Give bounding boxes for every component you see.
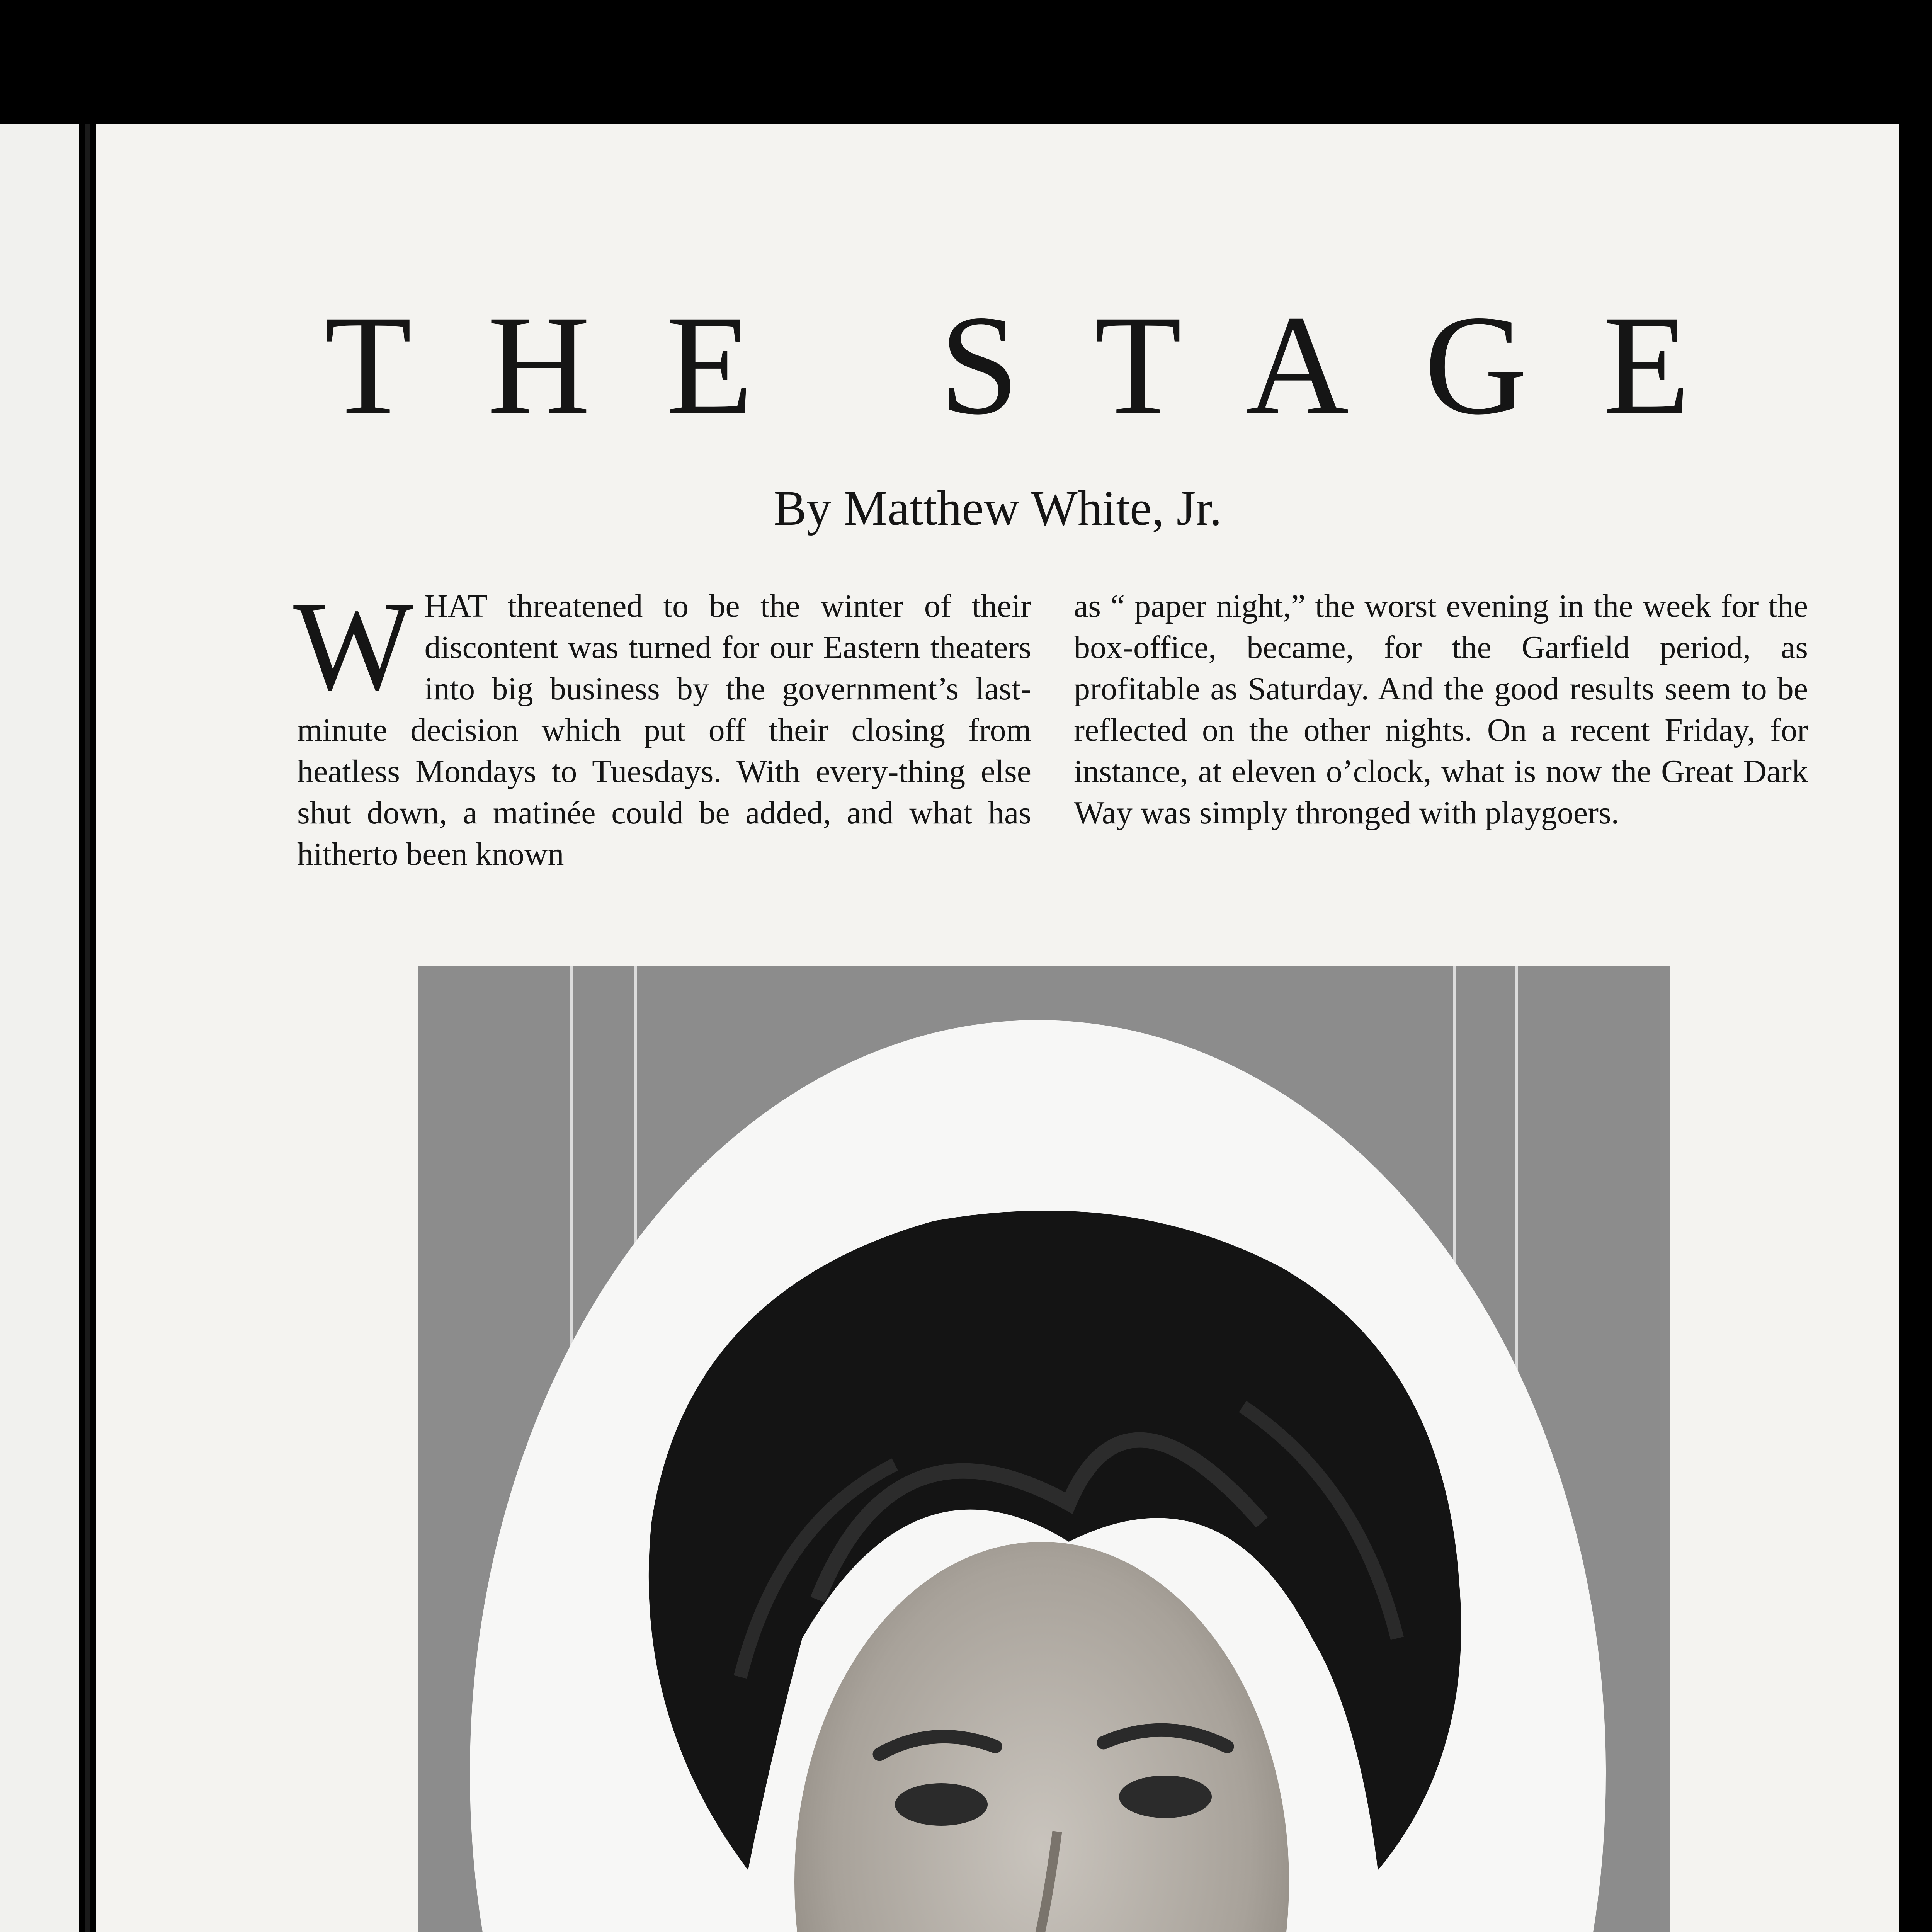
- book-spine: [85, 124, 90, 1932]
- facing-page-edge: [0, 124, 79, 1932]
- article-title: THE STAGE: [324, 286, 1766, 444]
- text-column-right: as “ paper night,” the worst evening in the week for the box-office, became, for the Garfield period, as profitable as Saturday. And the good results seem to be reflected on the other nights. On a recent Friday, for instance, at eleven o’clock, what is now the Great Dark Way was simply thronged with playgoers.: [1074, 588, 1808, 831]
- drop-cap: W: [293, 576, 414, 717]
- magazine-page: [96, 124, 1899, 1932]
- column-left-text: HAT threatened to be the winter of their discontent was turned for our Eastern theaters into big business by the government’s last-minute decision which put off their closing from heatless Mondays to Tuesdays. With every-thing else shut down, a matinée could be added, and what has hitherto been known: [297, 588, 1031, 872]
- portrait-oval: [470, 1020, 1606, 1932]
- woman-portrait-illustration: [470, 1020, 1606, 1932]
- article-byline: By Matthew White, Jr.: [773, 480, 1222, 536]
- portrait-photo: [418, 966, 1670, 1932]
